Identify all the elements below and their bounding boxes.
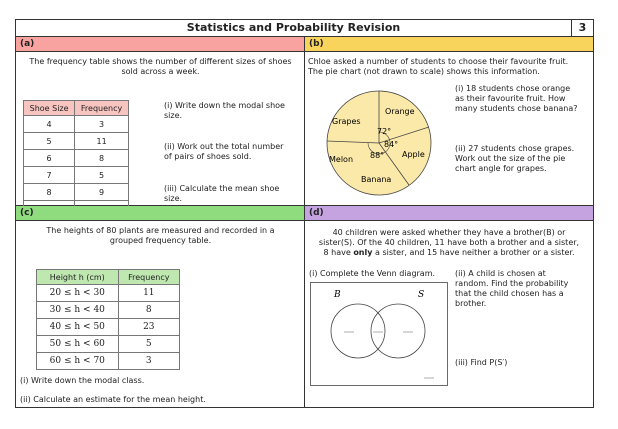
question-d-ii: (ii) A child is chosen at random. Find the probability that the child chosen has a brother.: [455, 269, 569, 308]
pie-angle-orange: 72°: [377, 127, 392, 136]
venn-circle-s: [371, 304, 425, 358]
table-row: 40 ≤ h < 50 23: [37, 319, 180, 336]
table-row: 5 11: [24, 133, 129, 150]
col-header-frequency: Frequency: [75, 101, 129, 116]
col-header-shoe-size: Shoe Size: [24, 101, 75, 116]
section-c: [16, 206, 305, 408]
section-c-label: (c): [16, 206, 304, 221]
question-a-i: (i) Write down the modal shoe size.: [164, 101, 285, 120]
shoe-frequency-table: [23, 100, 129, 218]
venn-label-b: B: [334, 290, 341, 300]
section-b-intro: Chloe asked a number of students to choose their favourite fruit. The pie chart (not drawn to scale) shows this information.: [308, 57, 569, 76]
section-a-intro: The frequency table shows the number of different sizes of shoes sold across a week.: [29, 57, 292, 76]
pie-angle-banana: 88°: [370, 151, 385, 160]
table-row: 7 5: [24, 167, 129, 184]
page-number: 3: [571, 20, 593, 36]
section-a-label: (a): [16, 37, 304, 52]
venn-circle-b: [331, 304, 385, 358]
question-c-i: (i) Write down the modal class.: [20, 376, 145, 385]
table-row: 60 ≤ h < 70 3: [37, 353, 180, 370]
question-b-i: (i) 18 students chose orange as their favourite fruit. How many students chose banana?: [455, 84, 578, 113]
section-a: [16, 37, 305, 206]
pie-label-orange: Orange: [385, 107, 415, 116]
table-row: 30 ≤ h < 40 8: [37, 302, 180, 319]
table-row: 4 3: [24, 116, 129, 133]
section-c-intro: The heights of 80 plants are measured and recorded in a grouped frequency table.: [46, 226, 275, 245]
section-d-intro: 40 children were asked whether they have a brother(B) or sister(S). Of the 40 children, 11 have both a brother and a sister, 8 have only a sister, and 15 have neither a brother or a sister.: [318, 228, 580, 257]
question-b-ii: (ii) 27 students chose grapes. Work out the size of the pie chart angle for grapes.: [455, 144, 575, 173]
question-d-i: (i) Complete the Venn diagram.: [309, 269, 436, 278]
question-a-ii: (ii) Work out the total number of pairs of shoes sold.: [164, 142, 284, 161]
table-row: 50 ≤ h < 60 5: [37, 336, 180, 353]
height-frequency-table: [36, 269, 180, 370]
page-title: Statistics and Probability Revision: [186, 21, 401, 34]
question-c-ii: (ii) Calculate an estimate for the mean height.: [20, 395, 206, 404]
table-row: 8 9: [24, 184, 129, 201]
pie-label-melon: Melon: [329, 155, 354, 164]
section-b: [305, 37, 593, 206]
col-header-height: Height h (cm): [37, 270, 119, 285]
section-d-label: (d): [305, 206, 593, 221]
table-row: 6 8: [24, 150, 129, 167]
pie-label-banana: Banana: [361, 175, 392, 184]
table-row: 20 ≤ h < 30 11: [37, 285, 180, 302]
question-d-iii: (iii) Find P(S′): [455, 358, 508, 367]
pie-label-grapes: Grapes: [332, 117, 361, 126]
section-d: [305, 206, 593, 408]
title-bar: [16, 20, 593, 37]
pie-label-apple: Apple: [402, 150, 425, 159]
venn-diagram: [310, 282, 448, 386]
venn-label-s: S: [418, 290, 425, 300]
question-a-iii: (iii) Calculate the mean shoe size.: [164, 184, 280, 203]
worksheet: [15, 19, 594, 408]
pie-angle-apple: 84°: [384, 140, 399, 149]
col-header-frequency: Frequency: [118, 270, 179, 285]
fruit-pie-chart: [325, 87, 435, 201]
section-b-label: (b): [305, 37, 593, 52]
